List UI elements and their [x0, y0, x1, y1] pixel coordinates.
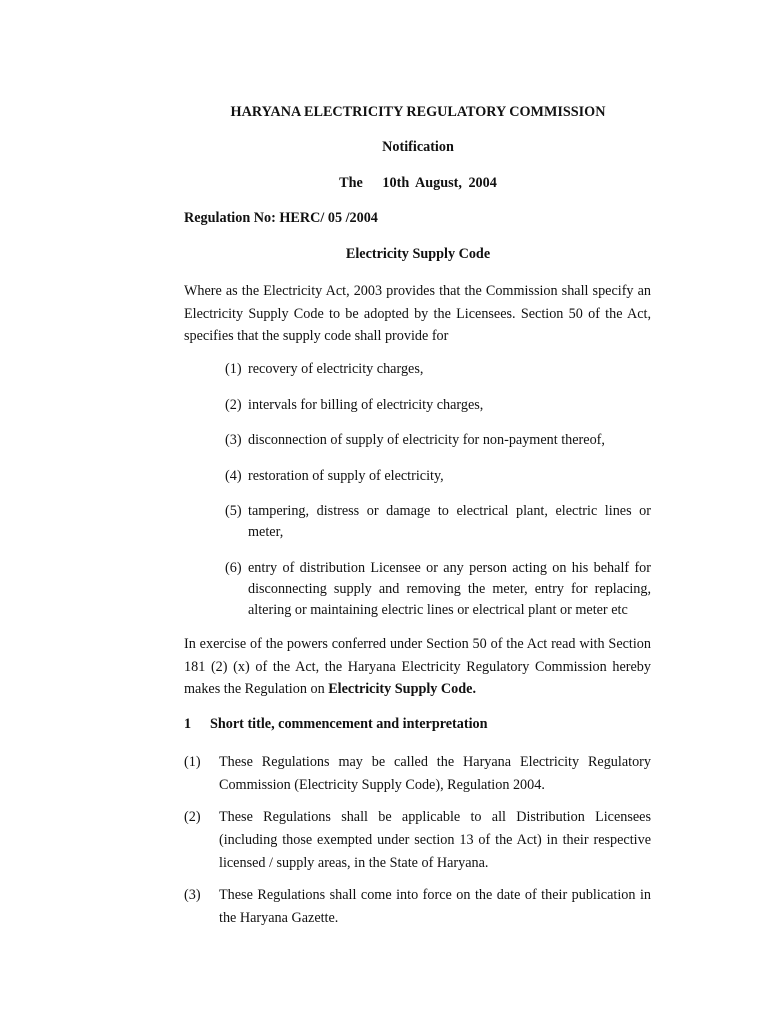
provision-text: intervals for billing of electricity charges,	[248, 397, 484, 413]
provision-text: tampering, distress or damage to electrical plant, electric lines or meter,	[248, 503, 651, 540]
notification-date: The 10th August, 2004	[339, 175, 497, 191]
regulation-item-number: (2)	[184, 809, 201, 825]
provision-item	[225, 558, 651, 621]
provision-number: (4)	[225, 468, 242, 484]
exercise-paragraph	[184, 633, 651, 701]
regulation-item-number: (1)	[184, 754, 201, 770]
provision-item	[225, 501, 651, 543]
provision-number: (2)	[225, 397, 242, 413]
provision-text: disconnection of supply of electricity for non-payment thereof,	[248, 432, 605, 448]
intro-paragraph: Where as the Electricity Act, 2003 provides that the Commission shall specify an Electricity Supply Code to be adopted by the Licensees. Section 50 of the Act, specifies that the supply code shall provide for	[184, 283, 651, 344]
regulation-item-text: These Regulations may be called the Haryana Electricity Regulatory Commission (Electricity Supply Code), Regulation 2004.	[219, 754, 651, 793]
provision-number: (5)	[225, 503, 242, 519]
provision-item	[225, 359, 651, 380]
notification-heading: Notification	[382, 139, 454, 155]
provision-item	[225, 466, 651, 487]
regulation-item	[184, 884, 651, 930]
regulation-number: Regulation No: HERC/ 05 /2004	[184, 210, 378, 226]
subject-heading: Electricity Supply Code	[345, 246, 491, 262]
provision-number: (1)	[225, 361, 242, 377]
regulation-item-number: (3)	[184, 887, 201, 903]
provision-text: recovery of electricity charges,	[248, 361, 424, 377]
provision-item	[225, 395, 651, 416]
section-heading	[184, 716, 488, 733]
exercise-bold-text: Electricity Supply Code.	[328, 681, 477, 697]
regulation-item-text: These Regulations shall be applicable to all Distribution Licensees (including those exempted under section 13 of the Act) in their respective licensed / supply areas, in the State of Haryana.	[219, 809, 651, 871]
provision-text: entry of distribution Licensee or any person acting on his behalf for disconnecting supply and removing the meter, entry for replacing, altering or maintaining electric lines or electrical plant or meter etc	[248, 560, 651, 618]
regulation-item	[184, 751, 651, 797]
exercise-text: In exercise of the powers conferred under Section 50 of the Act read with Section 181 (2) (x) of the Act, the Haryana Electricity Regulatory Commission hereby makes the Regulation on	[184, 636, 651, 697]
regulation-item	[184, 806, 651, 875]
document-title: HARYANA ELECTRICITY REGULATORY COMMISSION	[230, 104, 606, 120]
provision-number: (6)	[225, 560, 242, 576]
provision-number: (3)	[225, 432, 242, 448]
section-title: Short title, commencement and interpretation	[210, 716, 488, 732]
provision-item	[225, 430, 651, 451]
provision-text: restoration of supply of electricity,	[248, 468, 444, 484]
regulation-item-text: These Regulations shall come into force on the date of their publication in the Haryana Gazette.	[219, 887, 651, 926]
section-number: 1	[184, 716, 192, 732]
